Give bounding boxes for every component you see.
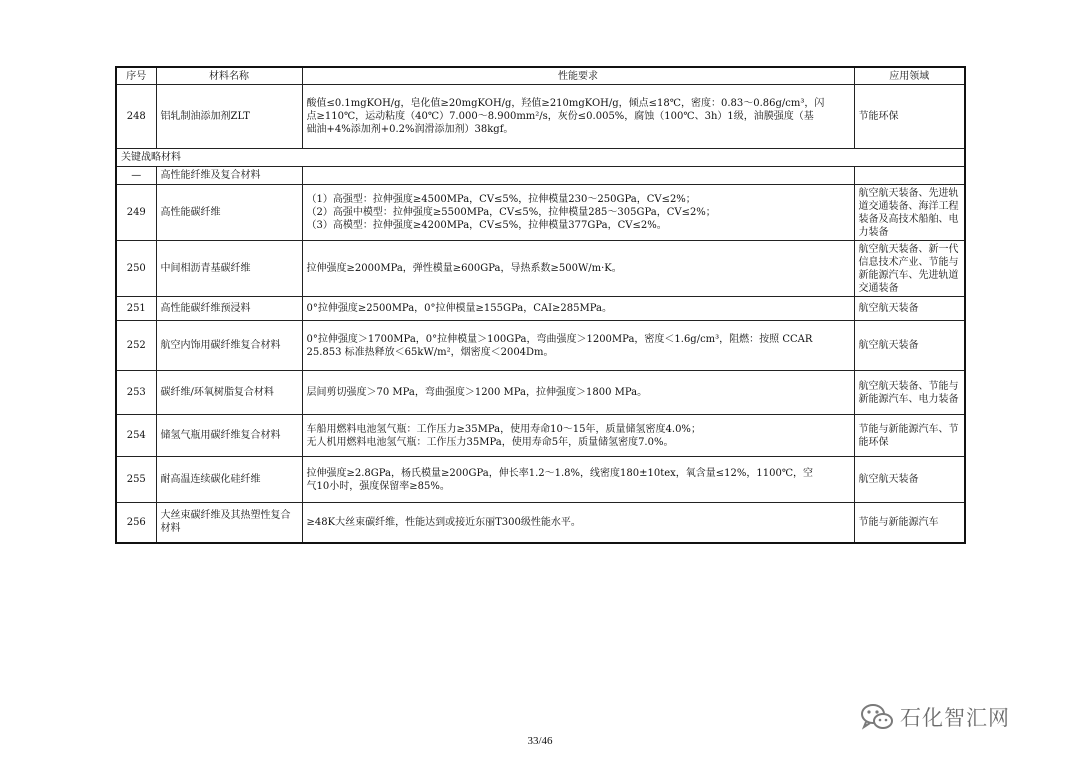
row-num: 251 — [116, 297, 156, 321]
application-field: 航空航天装备、新一代信息技术产业、节能与新能源汽车、先进轨道交通装备 — [854, 241, 965, 297]
perf-line: 无人机用燃料电池氢气瓶：工作压力35MPa，使用寿命5年，质量储氢密度7.0%。 — [306, 436, 674, 448]
material-name: 储氢气瓶用碳纤维复合材料 — [156, 415, 302, 457]
subsection-row — [116, 167, 965, 185]
application-field: 节能与新能源汽车 — [854, 503, 965, 543]
table-row — [116, 503, 965, 543]
application-field: 航空航天装备 — [854, 321, 965, 371]
material-name: 高性能碳纤维 — [156, 185, 302, 241]
table-row — [116, 415, 965, 457]
table-row — [116, 321, 965, 371]
empty-cell — [854, 167, 965, 185]
perf-line: 拉伸强度≥2000MPa，弹性模量≥600GPa，导热系数≥500W/m·K。 — [306, 263, 622, 274]
table-header-row — [116, 67, 965, 85]
header-name: 材料名称 — [156, 67, 302, 85]
row-num: 255 — [116, 457, 156, 503]
perf-line: 25.853 标准热释放＜65kW/m²，烟密度＜2004Dm。 — [306, 346, 554, 358]
perf-line: ≥48K大丝束碳纤维，性能达到或接近东丽T300级性能水平。 — [306, 516, 581, 528]
performance-requirements — [302, 185, 854, 241]
section-row — [116, 149, 965, 167]
application-field: 航空航天装备、先进轨道交通装备、海洋工程装备及高技术船舶、电力装备 — [854, 185, 965, 241]
application-field: 航空航天装备 — [854, 297, 965, 321]
performance-requirements — [302, 85, 854, 149]
performance-requirements — [302, 503, 854, 543]
material-name: 高性能碳纤维预浸料 — [156, 297, 302, 321]
performance-requirements — [302, 457, 854, 503]
header-performance: 性能要求 — [302, 67, 854, 85]
material-name: 航空内饰用碳纤维复合材料 — [156, 321, 302, 371]
table-row — [116, 185, 965, 241]
page-number: 33/46 — [527, 735, 553, 747]
row-num: 248 — [116, 85, 156, 149]
empty-cell — [302, 167, 854, 185]
table-row — [116, 241, 965, 297]
row-num: 252 — [116, 321, 156, 371]
perf-line: 0°拉伸强度≥2500MPa，0°拉伸模量≥155GPa，CAI≥285MPa。 — [306, 303, 612, 314]
row-num: 250 — [116, 241, 156, 297]
material-name: 铝轧制油添加剂ZLT — [156, 85, 302, 149]
row-num: 256 — [116, 503, 156, 543]
table-row — [116, 371, 965, 415]
perf-line: （1）高强型：拉伸强度≥4500MPa，CV≤5%，拉伸模量230～250GPa，CV≤2%； — [306, 194, 696, 205]
row-num: 253 — [116, 371, 156, 415]
table-row — [116, 297, 965, 321]
row-num: 254 — [116, 415, 156, 457]
perf-line: （3）高模型：拉伸强度≥4200MPa，CV≤5%，拉伸模量377GPa，CV≤2%。 — [306, 220, 667, 231]
perf-line: 点≥110℃，运动粘度（40℃）7.000～8.900mm²/s，灰份≤0.005%，腐蚀（100℃、3h）1级，油膜强度（基 — [306, 111, 814, 122]
subsection-name: 高性能纤维及复合材料 — [156, 167, 302, 185]
performance-requirements — [302, 321, 854, 371]
table-row — [116, 457, 965, 503]
watermark-text: 石化智汇网 — [900, 706, 1010, 730]
material-name: 耐高温连续碳化硅纤维 — [156, 457, 302, 503]
perf-line: （2）高强中模型：拉伸强度≥5500MPa，CV≤5%，拉伸模量285～305GPa，CV≤2%； — [306, 207, 716, 218]
material-name: 大丝束碳纤维及其热塑性复合材料 — [156, 503, 302, 543]
section-title: 关键战略材料 — [116, 149, 965, 167]
table-row — [116, 85, 965, 149]
material-name: 中间相沥青基碳纤维 — [156, 241, 302, 297]
perf-line: 拉伸强度≥2.8GPa，杨氏模量≥200GPa，伸长率1.2～1.8%，线密度180±10tex，氧含量≤12%，1100℃，空 — [306, 467, 814, 479]
perf-line: 气10小时，强度保留率≥85%。 — [306, 480, 450, 492]
header-application: 应用领域 — [854, 67, 965, 85]
performance-requirements — [302, 415, 854, 457]
perf-line: 车船用燃料电池氢气瓶：工作压力≥35MPa，使用寿命10～15年，质量储氢密度4.0%； — [306, 423, 701, 435]
header-num: 序号 — [116, 67, 156, 85]
performance-requirements — [302, 297, 854, 321]
perf-line: 础油+4%添加剂+0.2%润滑添加剂）38kgf。 — [306, 124, 514, 135]
application-field: 节能与新能源汽车、节能环保 — [854, 415, 965, 457]
wechat-icon — [860, 703, 894, 731]
material-name: 碳纤维/环氧树脂复合材料 — [156, 371, 302, 415]
perf-line: 层间剪切强度＞70 MPa，弯曲强度＞1200 MPa，拉伸强度＞1800 MPa。 — [306, 387, 648, 398]
perf-line: 0°拉伸强度＞1700MPa，0°拉伸模量＞100GPa，弯曲强度＞1200MPa，密度＜1.6g/cm³，阻燃：按照 CCAR — [306, 333, 813, 345]
application-field: 节能环保 — [854, 85, 965, 149]
materials-table — [115, 66, 966, 544]
perf-line: 酸值≤0.1mgKOH/g，皂化值≥20mgKOH/g，羟值≥210mgKOH/g，倾点≤18℃，密度：0.83～0.86g/cm³，闪 — [306, 98, 825, 109]
performance-requirements — [302, 371, 854, 415]
subsection-num: — — [116, 167, 156, 185]
performance-requirements — [302, 241, 854, 297]
watermark — [860, 702, 1010, 732]
application-field: 航空航天装备、节能与新能源汽车、电力装备 — [854, 371, 965, 415]
application-field: 航空航天装备 — [854, 457, 965, 503]
row-num: 249 — [116, 185, 156, 241]
